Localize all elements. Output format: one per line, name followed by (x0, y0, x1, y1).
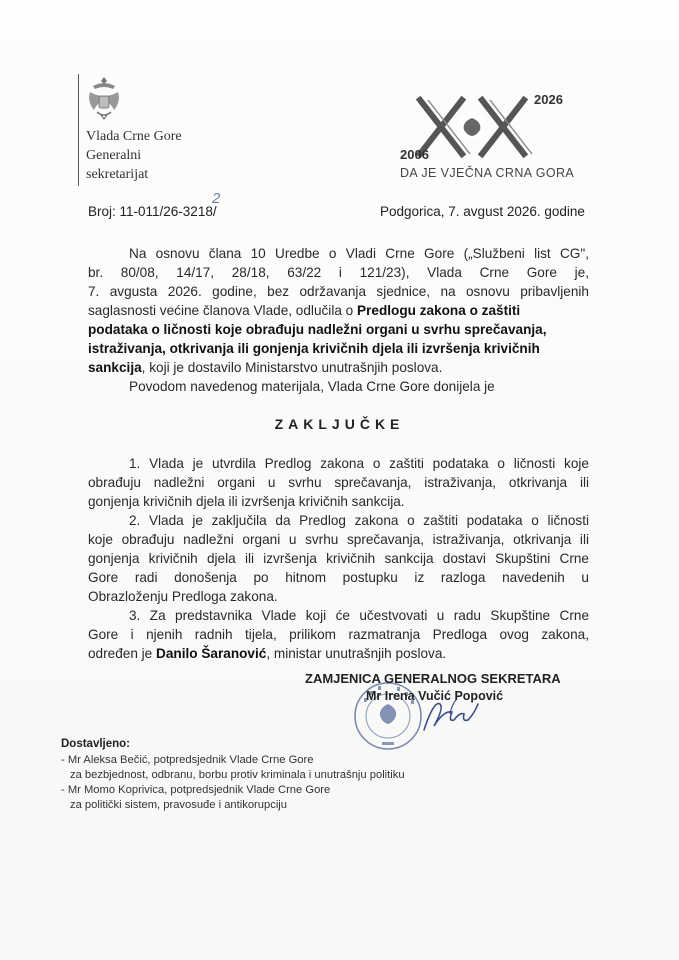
body-text: , ministar unutrašnjih poslova. (266, 646, 447, 661)
conclusion-3-line: 3. Za predstavnika Vlade koji će učestvovati u radu Skupštine Crne (129, 608, 589, 623)
reference-number: Broj: 11-011/26-3218/ (88, 204, 217, 219)
montenegro-crest-icon (85, 74, 123, 122)
conclusion-1-line: 1. Vlada je utvrdila Predlog zakona o zaštiti podataka o ličnosti koje (129, 456, 589, 471)
logo-motto: DA JE VJEČNA CRNA GORA (400, 166, 575, 180)
conclusion-2-line: koje obrađuju nadležni organi u svrhu sprečavanja, istraživanja, otkrivanja ili (88, 532, 589, 547)
body-line: 7. avgusta 2026. godine, bez održavanja sjednice, na osnovu pribavljenih (88, 284, 589, 299)
conclusion-1-line: obrađuju nadležni organi u svrhu sprečavanja, istraživanja, otkrivanja ili (88, 475, 589, 490)
conclusion-2-line: 2. Vlada je zaključila da Predlog zakona o zaštiti podataka o ličnosti (129, 513, 589, 528)
law-title-bold: Predlogu zakona o zaštiti (357, 303, 521, 318)
distribution-line: za politički sistem, pravosuđe i antikorupciju (70, 799, 288, 811)
body-line (88, 359, 442, 377)
distribution-line: - Mr Aleksa Bečić, potpredsjednik Vlade Crne Gore (61, 754, 314, 766)
body-text: određen je (88, 646, 157, 661)
conclusions-title: ZAKLJUČKE (274, 416, 405, 432)
header-divider (78, 74, 79, 186)
conclusion-3-line (88, 645, 446, 663)
logo-year-2006: 2006 (400, 147, 429, 162)
conclusion-2-line: gonjenja krivičnih djela ili izvršenja krivičnih sankcija dostavi Skupštini Crne (88, 551, 589, 566)
distribution-line: - Mr Momo Koprivica, potpredsjednik Vlade Crne Gore (61, 784, 331, 796)
distribution-line: za bezbjednost, odbranu, borbu protiv kriminala i unutrašnju politiku (70, 769, 405, 781)
signatory-name: Mr Irena Vučić Popović (366, 689, 504, 703)
conclusion-3-line: Gore i njenih radnih tijela, prilikom razmatranja Predloga ovog zakona, (88, 627, 589, 642)
minister-name-bold: Danilo Šaranović (156, 646, 267, 661)
law-title-bold: podataka o ličnosti koje obrađuju nadležni organi u svrhu sprečavanja, (88, 322, 547, 337)
logo-year-2026: 2026 (534, 92, 563, 107)
law-title-bold: istraživanja, otkrivanja ili gonjenja krivičnih djela ili izvršenja krivičnih (88, 341, 540, 356)
conclusion-1-line: gonjenja krivičnih djela ili izvršenja krivičnih sankcija. (88, 494, 405, 509)
place-and-date: Podgorica, 7. avgust 2026. godine (380, 204, 585, 219)
reference-handwritten-suffix: 2 (212, 190, 221, 207)
body-line: br. 80/08, 14/17, 28/18, 63/22 i 121/23), Vlada Crne Gore je, (88, 265, 589, 280)
issuer-block (86, 127, 182, 184)
issuer-line-1: Vlada Crne Gore (86, 129, 182, 144)
body-line (88, 302, 520, 320)
signatory-title: ZAMJENICA GENERALNOG SEKRETARA (305, 671, 561, 686)
distribution-heading: Dostavljeno: (61, 738, 131, 750)
law-title-bold: sankcija (88, 360, 142, 375)
issuer-line-3: sekretarijat (86, 167, 149, 182)
body-text: , koji je dostavilo Ministarstvo unutrašnjih poslova. (141, 360, 443, 375)
conclusion-2-line: Obrazloženju Predloga zakona. (88, 589, 278, 604)
body-line: Povodom navedenog materijala, Vlada Crne Gore donijela je (129, 379, 495, 394)
body-text: saglasnosti većine članova Vlade, odlučila o (88, 303, 358, 318)
body-line: Na osnovu člana 10 Uredbe o Vladi Crne Gore („Službeni list CG", (129, 246, 589, 261)
issuer-line-2: Generalni (86, 148, 142, 163)
conclusion-2-line: Gore radi donošenja po hitnom postupku iz razloga navedenih u (88, 570, 589, 585)
